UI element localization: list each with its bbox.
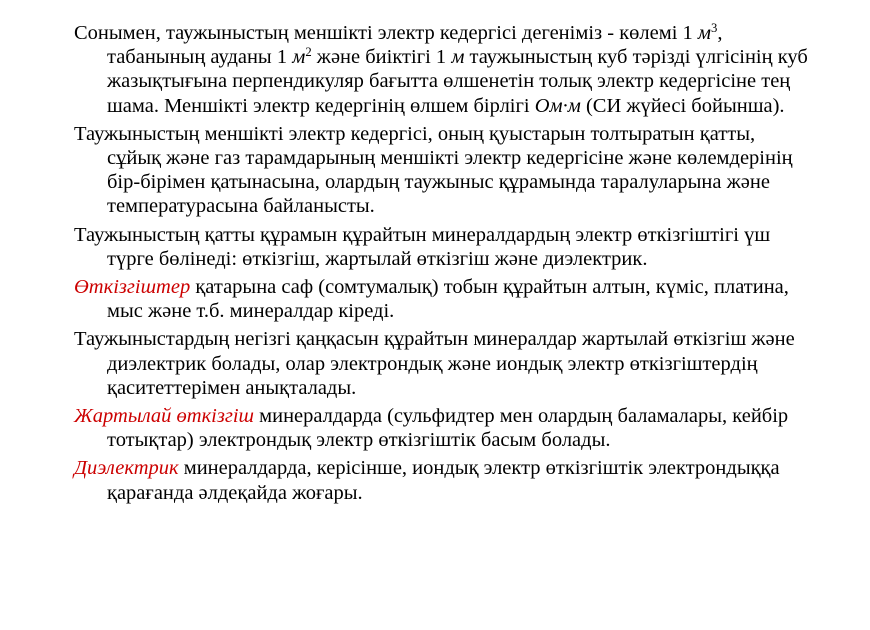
unit-ohm-meter: Ом·м — [534, 94, 581, 117]
paragraph-conductors — [74, 275, 814, 323]
paragraph-framework — [74, 327, 814, 400]
unit-m-height: м — [451, 46, 465, 69]
definition-text-a: Сонымен, таужыныстың меншікті электр кедергісі дегеніміз - көлемі 1 — [74, 22, 698, 44]
dielectrics-text: минералдарда, керісінше, иондық электр өткізгіштік электрондыққа қарағанда әлдеқайда жоғары. — [107, 457, 780, 504]
document-body — [74, 21, 814, 509]
definition-text-e: (СИ жүйесі бойынша). — [580, 94, 785, 117]
classification-text: Таужыныстың қатты құрамын құрайтын минералдардың электр өткізгіштігі үш түрге бөлінеді: өткізгіш, жартылай өткізгіш және диэлектрик. — [74, 223, 771, 270]
unit-m-area: м — [292, 46, 306, 69]
paragraph-dielectrics — [74, 456, 814, 504]
semiconductors-text: минералдарда (сульфидтер мен олардың баламалары, кейбір тотықтар) электрондық электр өткізгіштік басым болады. — [107, 405, 789, 452]
paragraph-classification — [74, 223, 814, 271]
framework-text: Таужыныстардың негізгі қаңқасын құрайтын минералдар жартылай өткізгіш және диэлектрик болады, олар электрондық және иондық электр өткізгіштердің қаситеттерімен анықталады. — [74, 328, 795, 399]
paragraph-dependence — [74, 122, 814, 219]
exponent-2: 2 — [305, 45, 312, 60]
definition-text-b: , табанының ауданы 1 — [107, 22, 723, 69]
unit-m-volume: м — [697, 22, 711, 44]
paragraph-definition — [74, 21, 814, 118]
term-dielectrics: Диэлектрик — [74, 457, 179, 480]
exponent-3: 3 — [711, 21, 718, 36]
paragraph-semiconductors — [74, 404, 814, 452]
definition-text-d: таужыныстың куб тәрізді үлгісінің куб жазықтығына перпендикуляр бағытта өлшенетін толық электр кедергісіне тең шама. Меншікті электр кедергінің өлшем бірлігі — [107, 46, 808, 117]
conductors-text: қатарына саф (сомтумалық) тобын құрайтын алтын, күміс, платина, мыс және т.б. минералдар кіреді. — [107, 276, 789, 323]
term-semiconductors: Жартылай өткізгіш — [74, 405, 255, 428]
definition-text-c: және биіктігі 1 — [311, 46, 452, 69]
term-conductors: Өткізгіштер — [74, 276, 191, 299]
dependence-text: Таужыныстың меншікті электр кедергісі, оның қуыстарын толтыратын қатты, сұйық және газ тарамдарының меншікті электр кедергісіне және көлемдерінің бір-бірімен қатынасына, олардың таужыныс құрамында таралуларына және температурасына байланысты. — [74, 122, 793, 218]
